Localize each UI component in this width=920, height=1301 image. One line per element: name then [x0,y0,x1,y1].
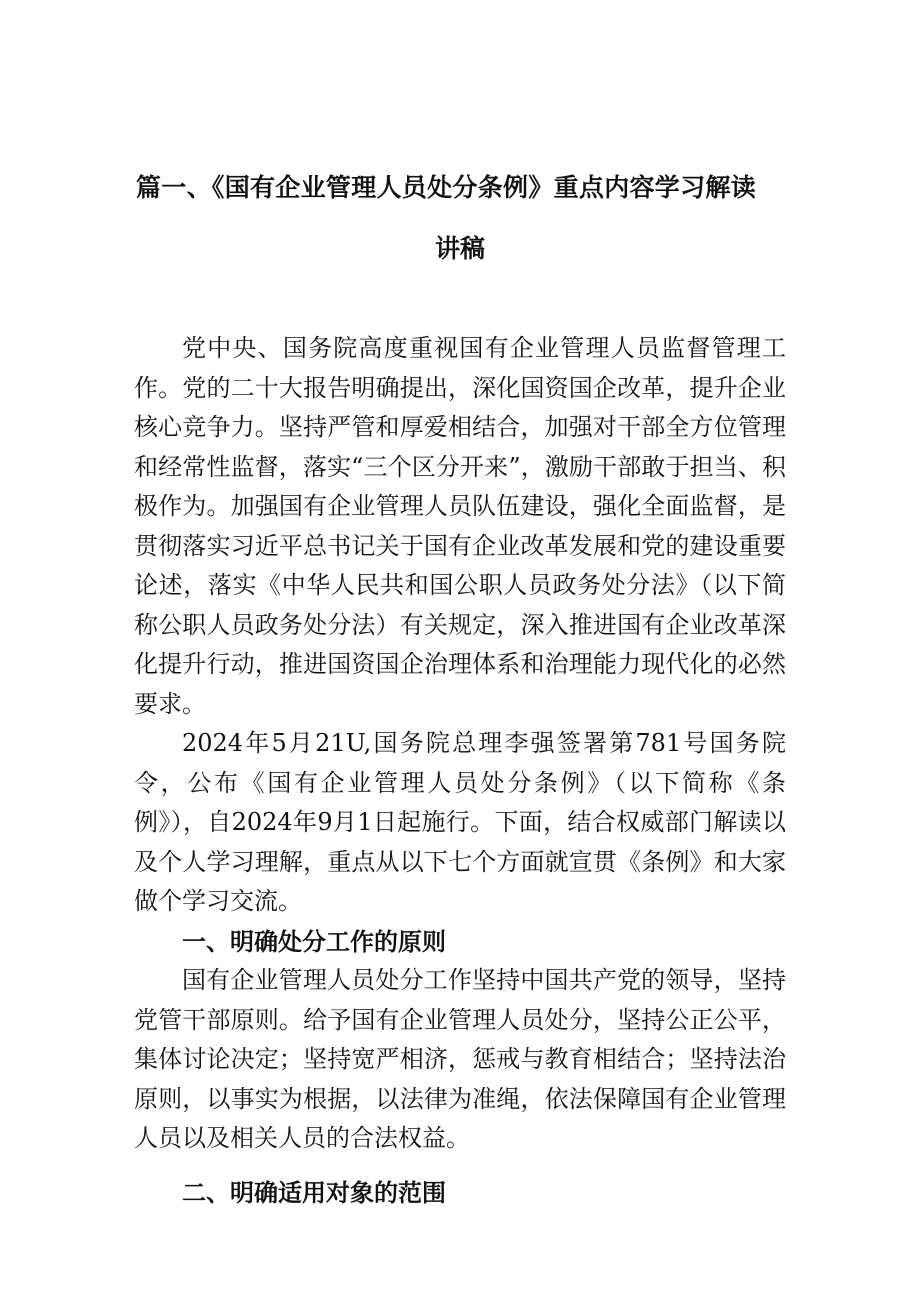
document-title-continued: 讲稿 [434,234,485,263]
section-heading-1: 一、明确处分工作的原则 [182,926,446,956]
paragraph-announcement: 2024年5月21U,国务院总理李强签署第781号国务院令，公布《国有企业管理人员处分条例》（以下简称《条例》），自2024年9月1日起施行。下面，结合权威部门解读以及个人学习理解，重点从以下七个方面就宣贯《条例》和大家做个学习交流。 [134,729,786,915]
document-title: 篇一、《国有企业管理人员处分条例》重点内容学习解读 [136,173,757,202]
section-heading-2: 二、明确适用对象的范围 [182,1177,446,1207]
document-body [134,329,786,1212]
paragraph-intro: 党中央、国务院高度重视国有企业管理人员监督管理工作。党的二十大报告明确提出，深化国资国企改革，提升企业核心竞争力。坚持严管和厚爱相结合，加强对干部全方位管理和经常性监督，落实“三个区分开来”，激励干部敢于担当、积极作为。加强国有企业管理人员队伍建设，强化全面监督，是贯彻落实习近平总书记关于国有企业改革发展和党的建设重要论述，落实《中华人民共和国公职人员政务处分法》（以下简称公职人员政务处分法）有关规定，深入推进国有企业改革深化提升行动，推进国资国企治理体系和治理能力现代化的必然要求。 [134,334,786,718]
paragraph-principles: 国有企业管理人员处分工作坚持中国共产党的领导，坚持党管干部原则。给予国有企业管理人员处分，坚持公正公平，集体讨论决定；坚持宽严相济，惩戒与教育相结合；坚持法治原则，以事实为根据，以法律为准绳，依法保障国有企业管理人员以及相关人员的合法权益。 [134,966,786,1152]
